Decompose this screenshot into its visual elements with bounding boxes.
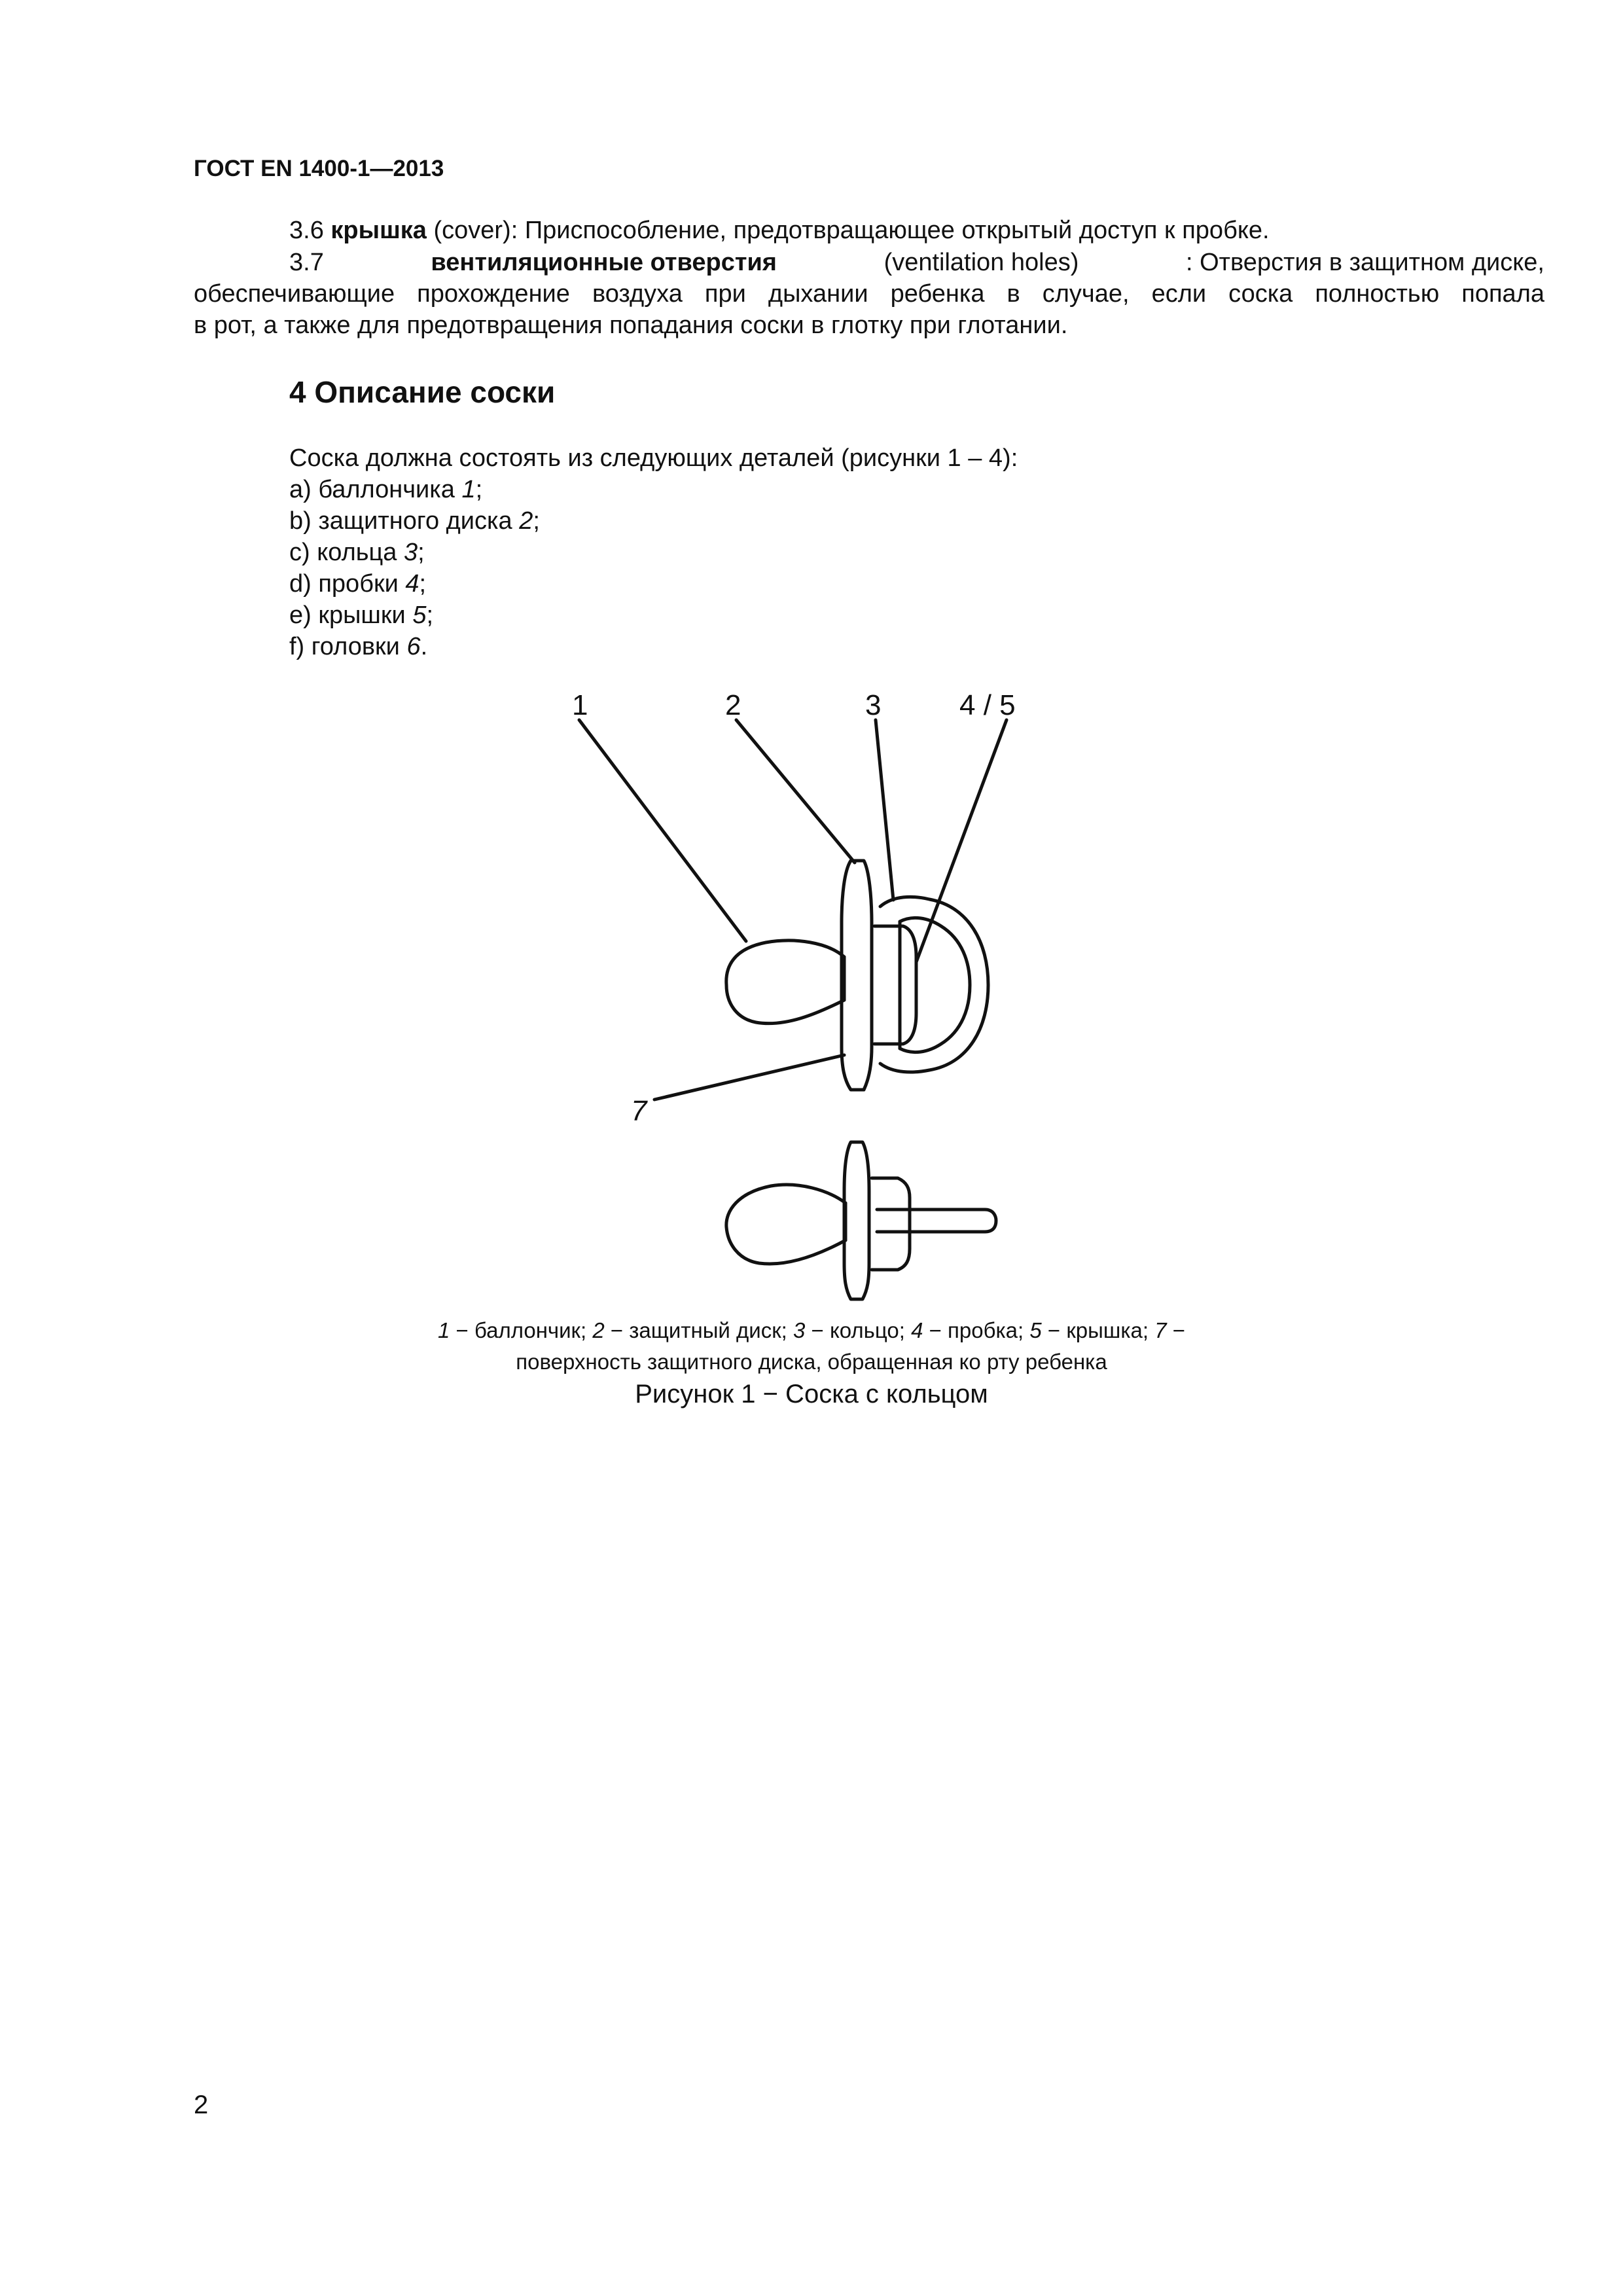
plug-top [874,926,916,1044]
shield-side [844,1142,869,1299]
leader-3 [876,720,893,900]
definition-number: 3.7 [289,249,324,276]
leader-2 [736,720,855,863]
definition-3-7-line-3: в рот, а также для предотвращения попадания соски в глотку при глотании. [194,312,1068,339]
definition-term: крышка [330,217,427,244]
list-item: e) крышки 5; [289,601,434,629]
list-item: b) защитного диска 2; [289,507,540,535]
figure-legend-line-1: 1 − баллончик; 2 − защитный диск; 3 − кольцо; 4 − пробка; 5 − крышка; 7 − [438,1318,1185,1342]
leader-1 [579,720,746,941]
figure-title: Рисунок 1 − Соска с кольцом [635,1380,988,1408]
section-intro: Соска должна состоять из следующих деталей (рисунки 1 – 4): [289,444,1018,472]
definition-text: : Отверстия в защитном диске, [1185,249,1544,276]
list-item: c) кольца 3; [289,539,425,566]
leader-7 [654,1055,844,1100]
callout-3: 3 [865,689,882,721]
definition-term: вентиляционные отверстия [431,249,777,276]
callout-2: 2 [725,689,741,721]
definition-3-7-line-2: обеспечивающие прохождение воздуха при дыхании ребенка в случае, если соска полностью попала [194,280,1544,308]
teat-bulb-side [726,1185,846,1264]
callout-4-5: 4 / 5 [959,689,1016,721]
definition-number: 3.6 [289,217,324,244]
hub-side [872,1178,910,1270]
ring-bar-side [877,1210,996,1232]
callout-1: 1 [572,689,588,721]
definition-english: (cover) [433,217,511,244]
callout-7: 7 [631,1095,647,1127]
definition-english: (ventilation holes) [883,249,1079,276]
section-heading: 4 Описание соски [289,375,556,409]
list-item: f) головки 6. [289,633,428,660]
list-item: a) баллончика 1; [289,476,483,503]
figure-legend-line-2: поверхность защитного диска, обращенная ко рту ребенка [516,1350,1107,1374]
shield-top [842,861,872,1090]
list-item: d) пробки 4; [289,570,427,598]
ring-inner [900,918,970,1052]
definition-text: : Приспособление, предотвращающее открытый доступ к пробке. [510,217,1270,244]
leader-45 [916,720,1007,962]
page-number: 2 [194,2090,209,2119]
teat-bulb-top [726,941,844,1024]
standard-header: ГОСТ EN 1400-1—2013 [194,156,444,181]
